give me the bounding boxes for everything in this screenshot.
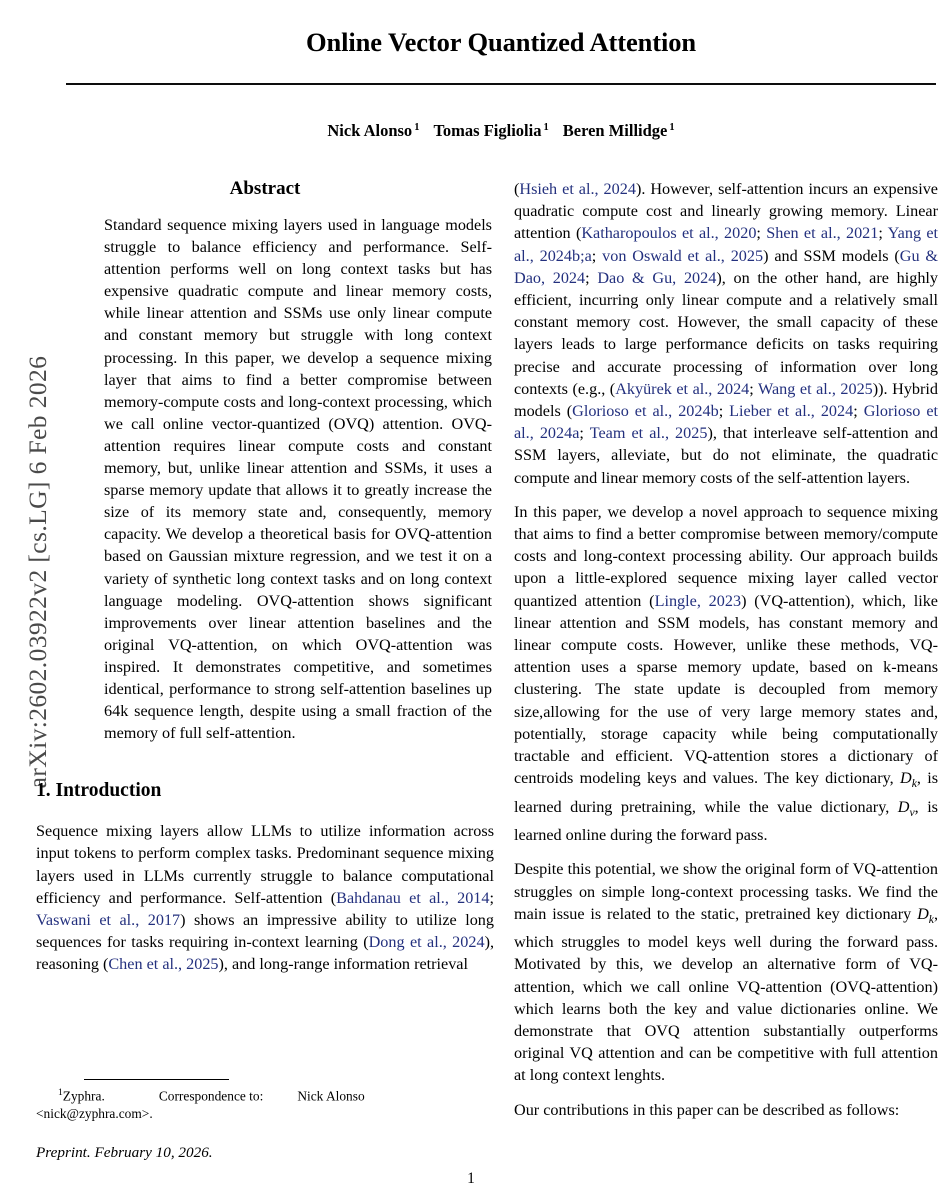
section-heading-introduction: 1. Introduction: [36, 780, 162, 802]
author-name: Tomas Figliolia: [433, 121, 542, 140]
math-subscript-k: k: [928, 913, 934, 926]
header-divider: [66, 83, 936, 85]
footnote-email[interactable]: <nick@zyphra.com>.: [36, 1105, 153, 1121]
author-list: [66, 121, 936, 141]
citation-akyurek[interactable]: Akyürek et al., 2024: [615, 379, 750, 398]
citation-katharopoulos[interactable]: Katharopoulos et al., 2020: [581, 224, 757, 243]
right-text-b: ) and SSM models (: [763, 246, 900, 265]
citation-yang[interactable]: Yang et al., 2024b;a: [514, 224, 939, 265]
author-entry: [327, 121, 419, 140]
math-symbol-dk-2: [917, 904, 934, 926]
right-paragraph-1: (Hsieh et al., 2024). However, self-attention incurs an expensive quadratic compute cost and linearly growing memory. Linear attention (Katharopoulos et al., 2020; Shen et al., 2021; Yang et al., 2024b;a; von Oswald et al., 2025) and SSM models (Gu & Dao, 2024; Dao & Gu, 2024), on the other hand, are highly efficient, incurring only linear compute and a relatively small constant memory cost. However, the small capacity of these layers leads to large performance deficits on tasks requiring precise and accurate processing of information over long contexts (e.g., (Akyürek et al., 2024; Wang et al., 2025)). Hybrid models (Glorioso et al., 2024b; Lieber et al., 2024; Glorioso et al., 2024a; Team et al., 2025), that interleave self-attention and SSM layers, alleviate, but do not eliminate, the quadratic compute and linear memory costs of the self-attention layers.: [514, 180, 939, 487]
right-paragraph-4: Our contributions in this paper can be described as follows:: [514, 1100, 900, 1119]
paren-open: (: [514, 180, 520, 198]
citation-separator: ;: [489, 888, 494, 907]
footnote-affiliation: Zyphra.: [62, 1088, 105, 1104]
author-affiliation-mark: 1: [414, 121, 420, 133]
intro-text-d: ), and long-range information retrieval: [218, 955, 468, 974]
citation-glorioso-a[interactable]: Glorioso et al., 2024a: [514, 402, 939, 443]
math-symbol-dk: [899, 769, 917, 791]
footnote-divider: [84, 1079, 229, 1080]
citation-dong[interactable]: Dong et al., 2024: [368, 933, 485, 952]
right-text-e: ), that interleave self-attention and SSM layers, alleviate, but do not eliminate, the quadratic compute and linear memory costs of the self-attention layers.: [514, 424, 938, 487]
page-number: 1: [467, 1170, 475, 1187]
math-base-d: D: [897, 797, 910, 816]
right-paragraph-2: [514, 501, 938, 847]
page-title: Online Vector Quantized Attention: [305, 27, 697, 57]
math-symbol-dv: [897, 797, 915, 819]
citation-chen[interactable]: Chen et al., 2025: [108, 955, 219, 974]
math-subscript-v: v: [909, 805, 915, 819]
math-base-d: D: [917, 904, 929, 923]
author-name: Nick Alonso: [327, 121, 413, 140]
footnote-block: [36, 1079, 494, 1162]
citation-hsieh[interactable]: Hsieh et al., 2024: [519, 180, 636, 198]
left-column: [36, 178, 494, 976]
right-text-2b: ) (VQ-attention), which, like linear attention and SSM models, has constant memory and linear compute costs. However, unlike these methods, VQ-attention uses a sparse memory update, based on k-means clustering. The state update is decoupled from memory size,allowing for the use of very large memory states and, potentially, storage capacity while being computationally tractable and efficient. VQ-attention stores a dictionary of centroids modeling keys and values. The key dictionary,: [514, 591, 938, 788]
right-text-3a: Despite this potential, we show the original form of VQ-attention struggles on simple long-context processing tasks. We find the main issue is related to the static, pretrained key dictionary: [514, 860, 938, 923]
footnote-correspondence-label: Correspondence to:: [158, 1088, 264, 1104]
right-paragraph-3: [514, 858, 938, 1086]
citation-wang[interactable]: Wang et al., 2025: [758, 379, 873, 398]
intro-text-a: Sequence mixing layers allow LLMs to utilize information across input tokens to perform complex tasks. Predominant sequence mixing layers used in LLMs currently struggle to balance computational efficiency and performance. Self-attention (: [36, 822, 494, 907]
footnote-text: [36, 1084, 488, 1122]
author-entry: [433, 121, 548, 140]
citation-lingle[interactable]: Lingle, 2023: [654, 591, 742, 610]
citation-team[interactable]: Team et al., 2025: [589, 424, 708, 443]
citation-vaswani[interactable]: Vaswani et al., 2017: [36, 911, 181, 930]
right-text-2c: , is learned during pretraining, while the value dictionary,: [514, 769, 938, 816]
math-subscript-k: k: [911, 777, 917, 791]
footnote-correspondence-name: Nick Alonso: [297, 1088, 365, 1104]
right-text-a: ). However, self-attention incurs an expensive quadratic compute cost and linearly growing memory. Linear attention (: [514, 180, 938, 243]
citation-von-oswald[interactable]: von Oswald et al., 2025: [602, 246, 764, 265]
author-entry: [563, 121, 675, 140]
abstract-text: Standard sequence mixing layers used in language models struggle to balance efficiency and performance. Self-attention performs well on long context tasks but has expensive quadratic compute and linear memory costs, while linear attention and SSMs use only linear compute and constant memory but struggle with long context processing. In this paper, we develop a sequence mixing layer that aims to find a better compromise between memory-compute costs and long-context processing, which we call online vector-quantized (OVQ) attention. OVQ-attention requires linear compute costs and constant memory, but, unlike linear attention and SSMs, it uses a sparse memory update that allows it to greatly increase the size of its memory state and, consequently, memory capacity. We develop a theoretical basis for OVQ-attention based on Gaussian mixture regression, and we test it on a variety of synthetic long context tasks and on long context language modeling. OVQ-attention shows significant improvements over linear attention baselines and the original VQ-attention, on which OVQ-attention was inspired. It demonstrates competitive, and sometimes identical, performance to strong self-attention baselines up 64k sequence length, despite using a small fraction of the memory of full self-attention.: [104, 216, 492, 743]
intro-paragraph-1: [36, 820, 494, 975]
intro-text-c: ), reasoning (: [36, 933, 494, 974]
right-text-2d: , is learned online during the forward pass.: [514, 797, 938, 845]
citation-glorioso-b[interactable]: Glorioso et al., 2024b: [572, 402, 719, 421]
citation-lieber[interactable]: Lieber et al., 2024: [729, 402, 854, 421]
preprint-notice: Preprint. February 10, 2026.: [36, 1144, 213, 1162]
footnote-mark: 1: [58, 1087, 63, 1098]
right-text-c: ), on the other hand, are highly efficient, incurring only linear compute and a relatively small constant memory cost. However, the small capacity of these layers leads to large performance deficits on tasks requiring precise and accurate processing of information over long contexts (e.g., (: [514, 268, 939, 398]
arxiv-identifier-stamp: arXiv:2602.03922v2 [cs.LG] 6 Feb 2026: [23, 355, 52, 789]
citation-bahdanau[interactable]: Bahdanau et al., 2014: [336, 888, 490, 907]
right-text-3b: , which struggles to model keys well during the forward pass. Motivated by this, we develop an alternative form of VQ-attention, which we call online VQ-attention (OVQ-attention) which learns both the key and value dictionaries online. We demonstrate that OVQ attention substantially outperforms original VQ attention and can be competitive with full attention at long context lenghts.: [514, 904, 938, 1085]
right-text-d: )). Hybrid models (: [514, 379, 938, 421]
right-column: [514, 178, 938, 1133]
citation-shen[interactable]: Shen et al., 2021: [766, 224, 879, 243]
citation-gu-dao[interactable]: Gu & Dao, 2024: [514, 246, 939, 287]
author-affiliation-mark: 1: [543, 121, 549, 133]
citation-dao-gu[interactable]: Dao & Gu, 2024: [597, 268, 717, 287]
author-name: Beren Millidge: [562, 121, 668, 140]
author-affiliation-mark: 1: [669, 121, 675, 133]
abstract-heading: Abstract: [229, 178, 301, 199]
intro-text-b: ) shows an impressive ability to utilize long sequences for tasks requiring in-context learning (: [36, 911, 494, 952]
math-base-d: D: [899, 769, 912, 788]
right-text-2a: In this paper, we develop a novel approach to sequence mixing that aims to find a better compromise between memory/compute costs and long-context processing ability. Our approach builds upon a little-explored sequence mixing layer called vector quantized attention (: [514, 502, 938, 610]
